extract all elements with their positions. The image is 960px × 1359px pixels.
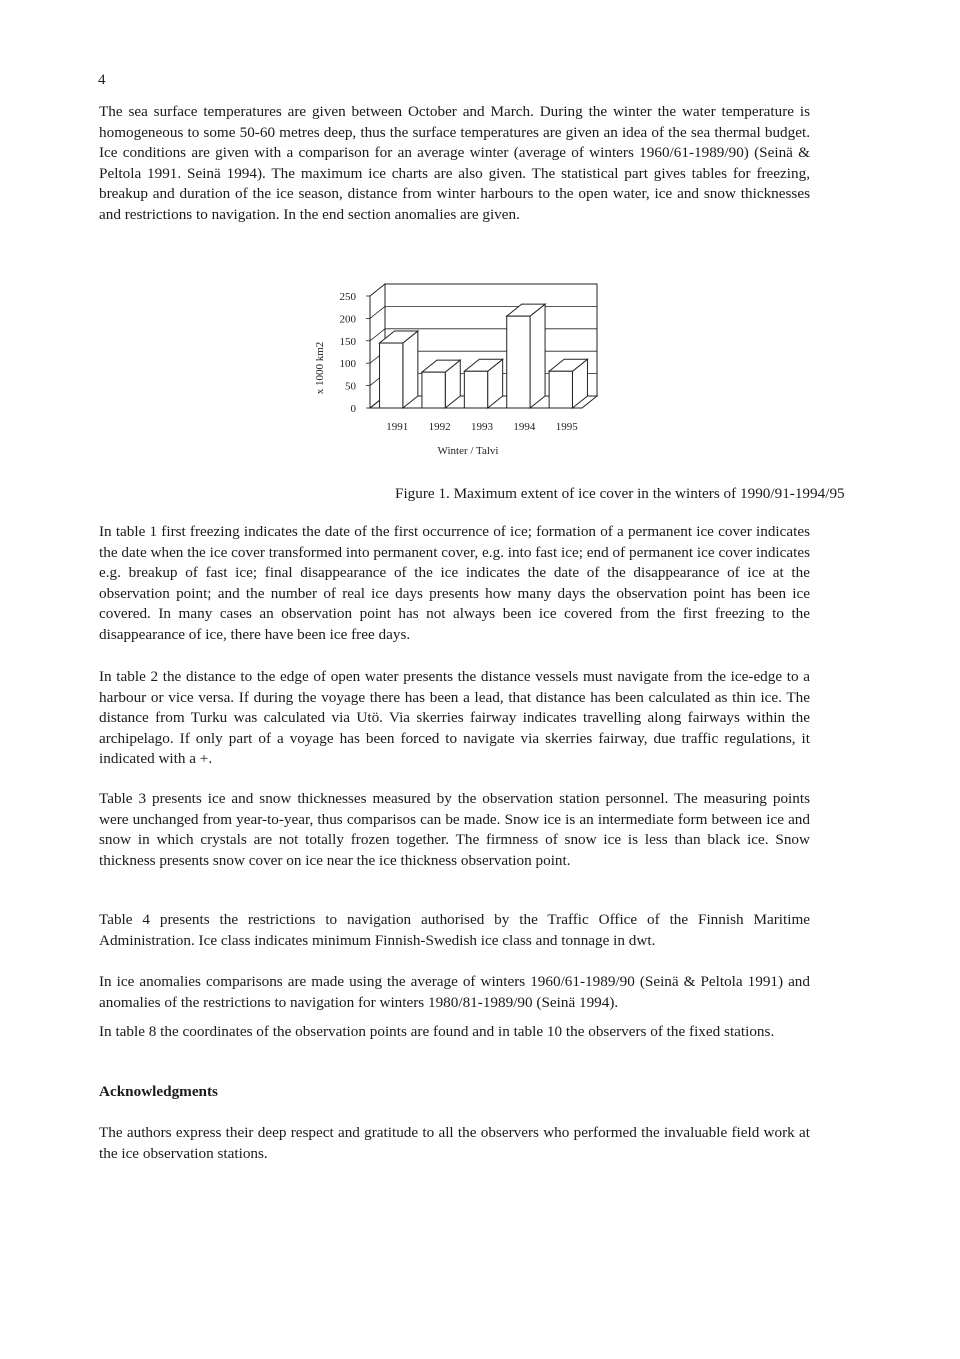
acknowledgments-paragraph: The authors express their deep respect and gratitude to all the observers who performed the invaluable field work at the ice observation stations. <box>99 1124 810 1162</box>
coordinates-paragraph: In table 8 the coordinates of the observation points are found and in table 10 the observers of the fixed stations. <box>99 1023 775 1040</box>
x-tick-label: 1991 <box>386 421 409 433</box>
y-tick-label: 200 <box>339 313 356 326</box>
x-tick-labels <box>386 421 578 433</box>
bar-1994 <box>507 304 545 408</box>
bar-front <box>507 316 530 408</box>
intro-paragraph: The sea surface temperatures are given between October and March. During the winter the water temperature is homogeneous to some 50-60 metres deep, thus the surface temperatures are given an idea of the sea thermal budget. Ice conditions are given with a comparison for an average winter (average of winters 1960/61-1989/90) (Seinä & Peltola 1991. Seinä 1994). The maximum ice charts are also given. The statistical part gives tables for freezing, breakup and duration of the ice season, distance from winter harbours to the open water, ice and snow thicknesses and restrictions to navigation. In the end section anomalies are given. <box>99 103 810 223</box>
y-tick-labels <box>340 291 371 415</box>
x-tick-label: 1992 <box>428 421 451 433</box>
table2-paragraph: In table 2 the distance to the edge of open water presents the distance vessels must navigate from the ice-edge to a harbour or vice versa. If during the voyage there has been a lead, that distance has been calculated as thin ice. The distance from Turku was calculated via Utö. Via skerries fairway indicates travelling along fairways within the archipelago. If only part of a voyage has been forced to navigate via skerries fairway, due traffic regulations, it indicated with a +. <box>99 668 810 767</box>
bar-front <box>422 372 445 408</box>
bar-1995 <box>549 359 587 408</box>
bar-1991 <box>380 331 418 408</box>
bar-front <box>464 371 487 408</box>
bar-1993 <box>464 359 502 408</box>
y-tick-label: 100 <box>339 358 356 371</box>
x-tick-label: 1995 <box>555 421 578 433</box>
anomalies-paragraph: In ice anomalies comparisons are made using the average of winters 1960/61-1989/90 (Seinä & Peltola 1991) and anomalies of the restrictions to navigation for winters 1980/81-1989/90 (Seinä 1994). <box>99 973 810 1011</box>
bar-side <box>530 304 545 408</box>
y-axis-title: x 1000 km2 <box>314 341 326 395</box>
table1-paragraph: In table 1 first freezing indicates the date of the first occurrence of ice; formation of a permanent ice cover indicates the date when the ice cover transformed into permanent cover, e.g. into fast ice; end of permanent ice cover indicates e.g. breakup of fast ice; final disappearance of the ice indicates the date of the disappearance of ice at the observation point; and the number of real ice days presents how many days the observation point has been ice covered. In many cases an observation point has not always been ice covered from the first freezing to the disappearance of ice, there have been ice free days. <box>99 523 810 643</box>
bar-front <box>549 371 572 408</box>
ice-extent-bar-chart <box>290 280 630 465</box>
table4-paragraph: Table 4 presents the restrictions to navigation authorised by the Traffic Office of the Finnish Maritime Administration. Ice class indicates minimum Finnish-Swedish ice class and tonnage in dwt. <box>99 911 810 949</box>
gridline <box>370 306 597 318</box>
bar-side <box>403 331 418 408</box>
x-tick-label: 1993 <box>471 421 493 433</box>
y-tick-label: 150 <box>339 335 356 348</box>
bar-front <box>380 343 403 408</box>
y-tick-label: 0 <box>350 403 356 415</box>
chart-bars <box>380 304 588 408</box>
x-tick-label: 1994 <box>513 421 536 433</box>
bar-1992 <box>422 360 460 408</box>
figure-caption: Figure 1. Maximum extent of ice cover in the winters of 1990/91-1994/95 <box>395 485 845 502</box>
y-tick-label: 250 <box>339 291 356 303</box>
x-axis-title: Winter / Talvi <box>437 445 499 457</box>
table3-paragraph: Table 3 presents ice and snow thicknesses measured by the observation station personnel. The measuring points were unchanged from year-to-year, thus comparisos can be made. Snow ice is an intermediate form between ice and snow in which crystals are not totally frozen together. The firmness of snow ice is less than black ice. Snow thickness presents snow cover on ice near the ice thickness observation point. <box>99 790 810 869</box>
acknowledgments-heading: Acknowledgments <box>99 1083 218 1100</box>
page-number: 4 <box>98 72 106 88</box>
y-tick-label: 50 <box>345 380 356 393</box>
